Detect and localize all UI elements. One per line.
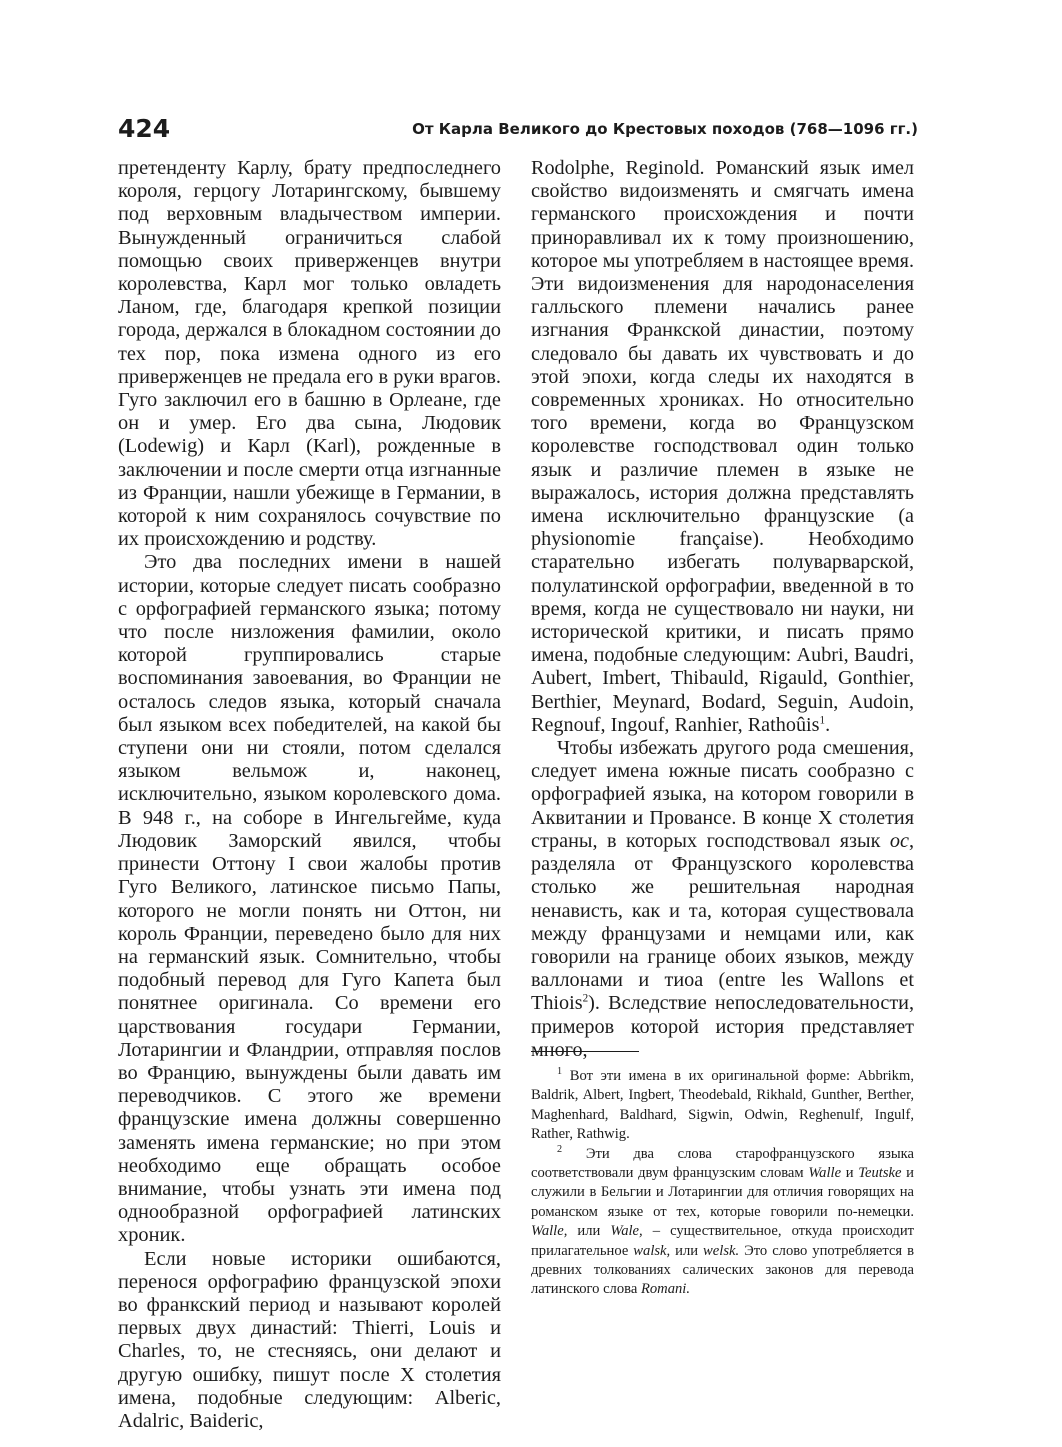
italic-term: walsk, xyxy=(633,1242,671,1259)
footnote-text: и xyxy=(841,1165,859,1182)
footnote-ref-1[interactable]: 1 xyxy=(819,714,826,727)
footnote-text: Эти два слова старофранцузского языка соответствовали двум французским словам xyxy=(531,1145,915,1182)
footnotes xyxy=(531,1067,914,1300)
paragraph: Если новые историки ошибаются, перенося орфографию французской эпохи во франкский период и называют королей первых двух династий: Thierri, Louis и Charles, то, не стесняясь, они делают и другую ошибку, пишут после X столетия имена, подобные следующим: Alberic, Adalric, Baideric, xyxy=(118,1247,501,1432)
italic-term: Wale, xyxy=(610,1223,643,1240)
italic-term: Romani. xyxy=(640,1281,691,1298)
italic-term: welsk. xyxy=(703,1242,740,1259)
italic-term: Teutske xyxy=(858,1165,902,1182)
footnote-text: Вот эти имена в их оригинальной форме: Abbrikm, Baldrik, Albert, Ingbert, Theodebald, Rikhald, Gunther, Berther, Maghenhard, Baldhard, Sigwin, Odwin, Reghenulf, Ingulf, Rather, Rathwig. xyxy=(531,1068,914,1143)
footnote-text: – существительное, откуда происходит прилагательное xyxy=(531,1223,915,1259)
paragraph xyxy=(531,737,914,1062)
footnote-text: или xyxy=(567,1223,611,1240)
footnote-text: и служили в Бельгии и Лотарингии для отличия говорящих на романском языке от тех, которые говорили по-немецки. xyxy=(531,1165,914,1220)
italic-term: oc xyxy=(889,829,909,852)
paragraph: Rodolphe, Reginold. Романский язык имел свойство видоизменять и смягчать имена германского происхождения и почти приноравливал их к тому произношению, которое мы употребляем в настоящее время. Эти видоизменения для народонаселения галльского племени начались ранее изгнания Франкской династии, поэтому следовало бы давать их чувствовать и до этой эпохи, когда следы их находятся в современных хрониках. Но относительно того времени, когда во Французском королевстве господствовал один только язык и различие племен в языке не выражалось, история должна представлять имена исключительно французские (a physionomie française). Необходимо старательно избегать полуварварской, полулатинской орфографии, введенной в то время, когда не существовало ни науки, ни исторической критики, и писать прямо имена, подобные следующим: Aubri, Baudri, Aubert, Imbert, Thibauld, Rigauld, Gonthier, Berthier, Meynard, Bodard, Seguin, Audoin, Regnouf, Ingouf, Ranhier, Rathoûis$^1$. xyxy=(531,157,914,736)
page-number: 424 xyxy=(118,114,171,143)
footnote-2 xyxy=(531,1145,914,1300)
footnote-text: Это слово употребляется в древних толкованиях салических законов для перевода латинского слова xyxy=(531,1242,914,1298)
paragraph-text: Rodolphe, Reginold. Романский язык имел свойство видоизменять и смягчать имена германского происхождения и почти приноравливал их к тому произношению, которое мы употребляем в настоящее время. Эти видоизменения для народонаселения галльского племени начались ранее изгнания Франкской династии, поэтому следовало бы давать их чувствовать и до этой эпохи, когда следы их находятся в современных хрониках. Но относительно того времени, когда во Французском королевстве господствовал один только язык и различие племен в языке не выражалось, история должна представлять имена исключительно французские (a physionomie française). Необходимо старательно избегать полуварварской, полулатинской орфографии, введенной в то время, когда не существовало ни науки, ни исторической критики, и писать прямо имена, подобные следующим: Aubri, Baudri, Aubert, Imbert, Thibauld, Rigauld, Gonthier, Berthier, Meynard, Bodard, Seguin, Audoin, Regnouf, Ingouf, Ranhier, Rathoûis xyxy=(531,157,914,736)
footnote-mark: 1 xyxy=(557,1066,563,1078)
right-column xyxy=(531,157,914,1062)
footnote-mark: 2 xyxy=(557,1143,563,1155)
paragraph: претенденту Карлу, брату предпоследнего короля, герцогу Лотарингскому, бывшему под верховным владычеством империи. Вынужденный ограничиться слабой помощью своих приверженцев внутри королевства, Карл мог только овладеть Ланом, где, благодаря крепкой позиции города, держался в блокадном состоянии до тех пор, пока измена одного из его приверженцев не предала его в руки врагов. Гуго заключил его в башню в Орлеане, где он и умер. Его два сына, Людовик (Lodewig) и Карл (Karl), рожденные в заключении и после смерти отца изгнанные из Франции, нашли убежище в Германии, в которой к ним сохранялось сочувствие по их происхождению и родству. xyxy=(118,157,501,551)
page-header xyxy=(118,112,918,146)
footnote-divider xyxy=(531,1051,639,1052)
italic-term: Walle, xyxy=(531,1223,568,1240)
left-column xyxy=(118,157,501,1433)
italic-term: Walle xyxy=(808,1165,842,1182)
footnote-ref-2[interactable]: 2 xyxy=(582,992,589,1005)
paragraph-text: Чтобы избежать другого рода смешения, следует имена южные писать сообразно с орфографией языка, на котором говорили в Аквитании и Провансе. В конце X столетия страны, в которых господствовал язык xyxy=(531,737,914,852)
running-title: От Карла Великого до Крестовых походов (768—1096 гг.) xyxy=(412,120,918,138)
footnote-1 xyxy=(531,1067,914,1145)
paragraph-text: ). Вследствие непоследовательности, примеров которой история представляет много, xyxy=(531,992,914,1061)
footnote-text: или xyxy=(670,1242,704,1259)
paragraph-text: , разделяла от Французского королевства столько же решительная народная ненависть, как и та, которая существовала между французами и немцами или, как говорили на границе обоих языков, между валлонами и тиоа (entre les Wallons et Thiois xyxy=(531,829,914,1015)
paragraph: Это два последних имени в нашей истории, которые следует писать сообразно с орфографией германского языка; потому что после низложения фамилии, около которой группировались старые воспоминания завоевания, во Франции не осталось следов языка, который сначала был языком всех победителей, на какой бы ступени они ни стояли, потом сделался языком вельмож и, наконец, исключительно, языком королевского дома. В 948 г., на соборе в Ингельгейме, куда Людовик Заморский явился, чтобы принести Оттону I свои жалобы против Гуго Великого, латинское письмо Папы, которого не могли понять ни Оттон, ни король Франции, переведено было для них на германский язык. Сомнительно, чтобы подобный перевод для Гуго Капета был понятнее оригинала. Со времени его царствования государи Германии, Лотарингии и Фландрии, отправляя послов во Францию, вынуждены были давать им переводчиков. С этого же времени французские имена должны совершенно заменять имена германские; но при этом необходимо еще обращать особое внимание, чтобы узнать эти имена под однообразной орфографией латинских хроник. xyxy=(118,551,501,1247)
